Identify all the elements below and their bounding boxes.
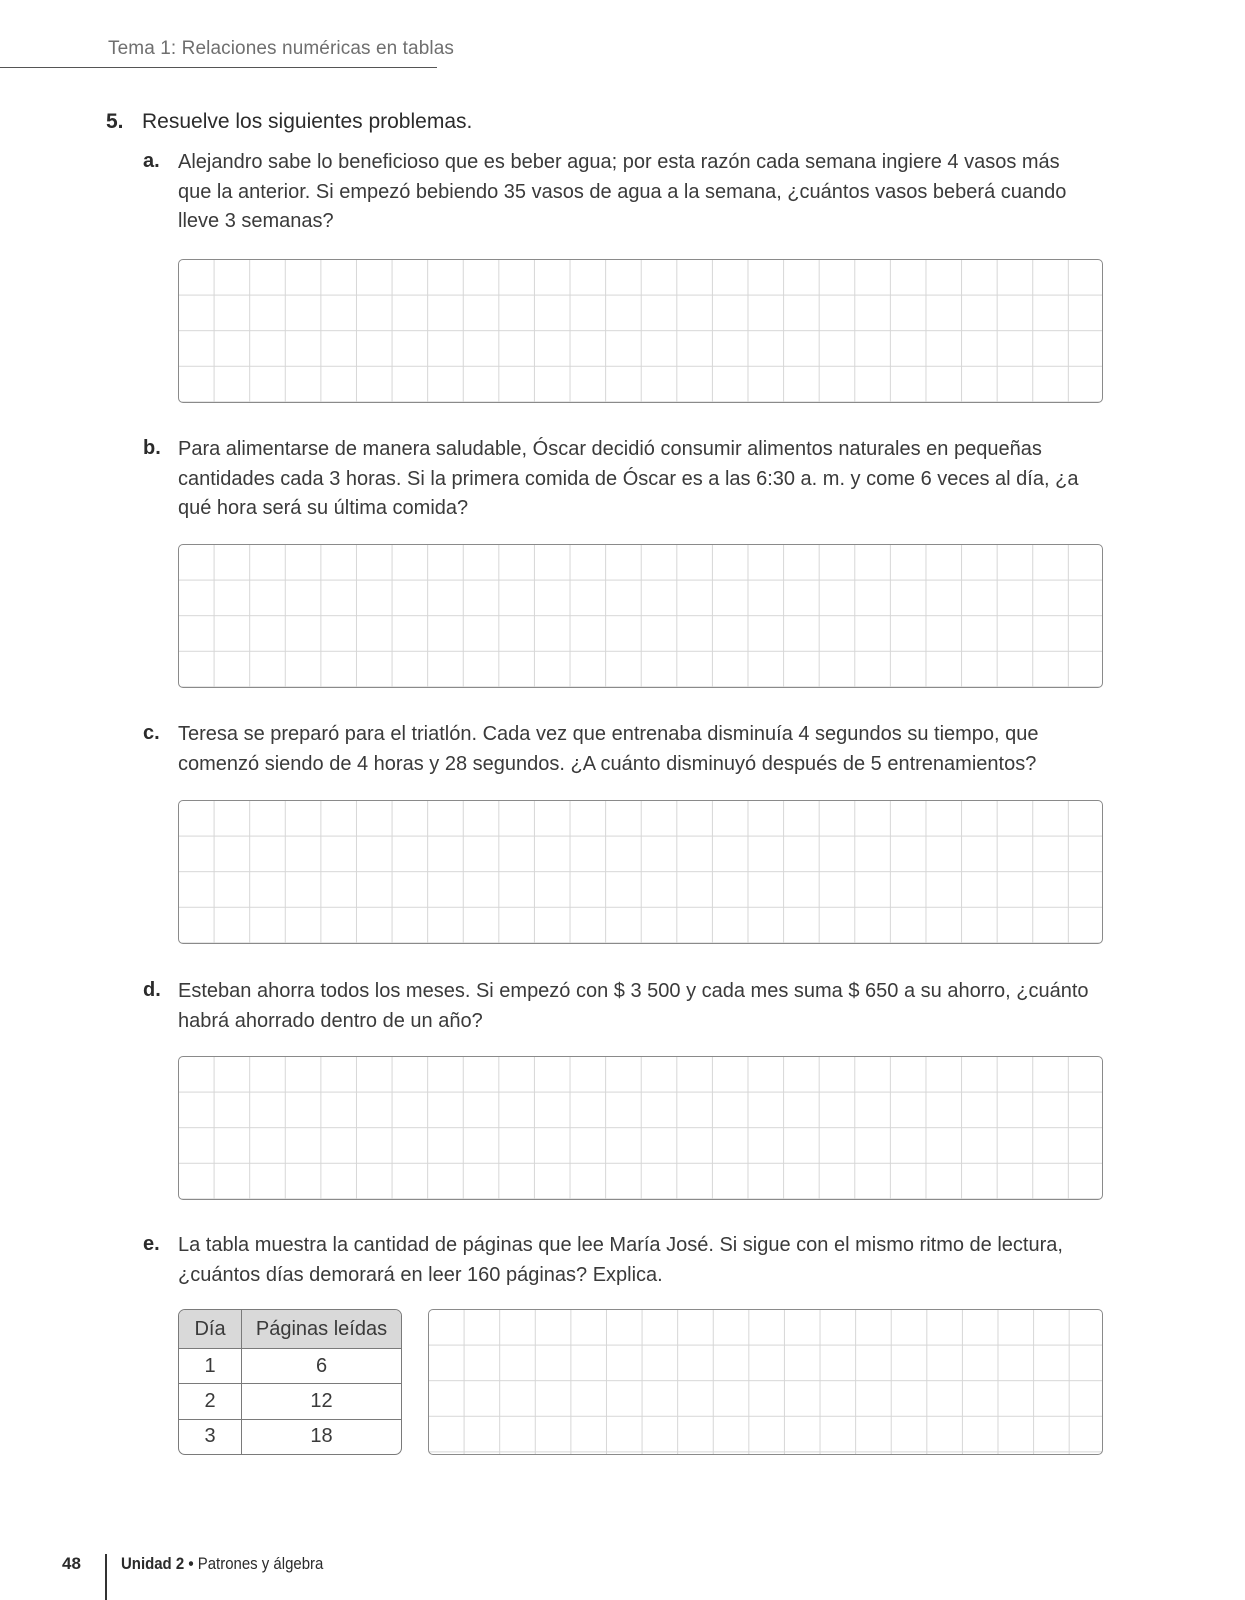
table-cell-pages: 6 <box>242 1349 402 1384</box>
item-a-text: Alejandro sabe lo beneficioso que es beber agua; por esta razón cada semana ingiere 4 vasos más que la anterior. Si empezó bebiendo 35 vasos de agua a la semana, ¿cuántos vasos beberá cuando lleve 3 semanas? <box>178 151 1067 232</box>
header-underline <box>0 67 437 68</box>
exercise-title: Resuelve los siguientes problemas. <box>142 110 473 133</box>
item-e-text: La tabla muestra la cantidad de páginas que lee María José. Si sigue con el mismo ritmo de lectura, ¿cuántos días demorará en leer 160 páginas? Explica. <box>178 1234 1063 1286</box>
table-cell-pages: 12 <box>242 1384 402 1419</box>
item-b-letter: b. <box>143 437 161 459</box>
item-d-letter: d. <box>143 979 161 1001</box>
footer-unit-label <box>121 1554 323 1574</box>
table-header-day: Día <box>179 1310 242 1349</box>
item-a-letter: a. <box>143 150 160 172</box>
item-b-text: Para alimentarse de manera saludable, Óscar decidió consumir alimentos naturales en pequeñas cantidades cada 3 horas. Si la primera comida de Óscar es a las 6:30 a. m. y come 6 veces al día, ¿a qué hora será su última comida? <box>178 438 1079 519</box>
pages-read-table <box>178 1309 402 1455</box>
footer-unit: Unidad 2 <box>121 1554 185 1573</box>
item-e-letter: e. <box>143 1233 160 1255</box>
table-row <box>179 1419 401 1454</box>
exercise-number: 5. <box>106 110 124 133</box>
answer-grid-b[interactable] <box>178 544 1103 688</box>
answer-grid-a[interactable] <box>178 259 1103 403</box>
table-cell-day: 3 <box>179 1419 242 1454</box>
page-header-title: Tema 1: Relaciones numéricas en tablas <box>108 38 454 59</box>
answer-grid-d[interactable] <box>178 1056 1103 1200</box>
item-d-text: Esteban ahorra todos los meses. Si empezó con $ 3 500 y cada mes suma $ 650 a su ahorro, ¿cuánto habrá ahorrado dentro de un año? <box>178 980 1089 1032</box>
page-number: 48 <box>62 1554 81 1573</box>
answer-grid-e[interactable] <box>428 1309 1103 1455</box>
table-cell-day: 2 <box>179 1384 242 1419</box>
table-row <box>179 1384 401 1419</box>
table-cell-pages: 18 <box>242 1419 402 1454</box>
footer-divider <box>105 1554 107 1600</box>
item-c-text: Teresa se preparó para el triatlón. Cada vez que entrenaba disminuía 4 segundos su tiempo, que comenzó siendo de 4 horas y 28 segundos. ¿A cuánto disminuyó después de 5 entrenamientos? <box>178 723 1039 775</box>
answer-grid-c[interactable] <box>178 800 1103 944</box>
table-header-pages: Páginas leídas <box>242 1310 402 1349</box>
item-c-letter: c. <box>143 722 160 744</box>
table-row <box>179 1349 401 1384</box>
table-cell-day: 1 <box>179 1349 242 1384</box>
footer-separator: • <box>188 1554 194 1573</box>
footer-subject: Patrones y álgebra <box>197 1554 324 1573</box>
